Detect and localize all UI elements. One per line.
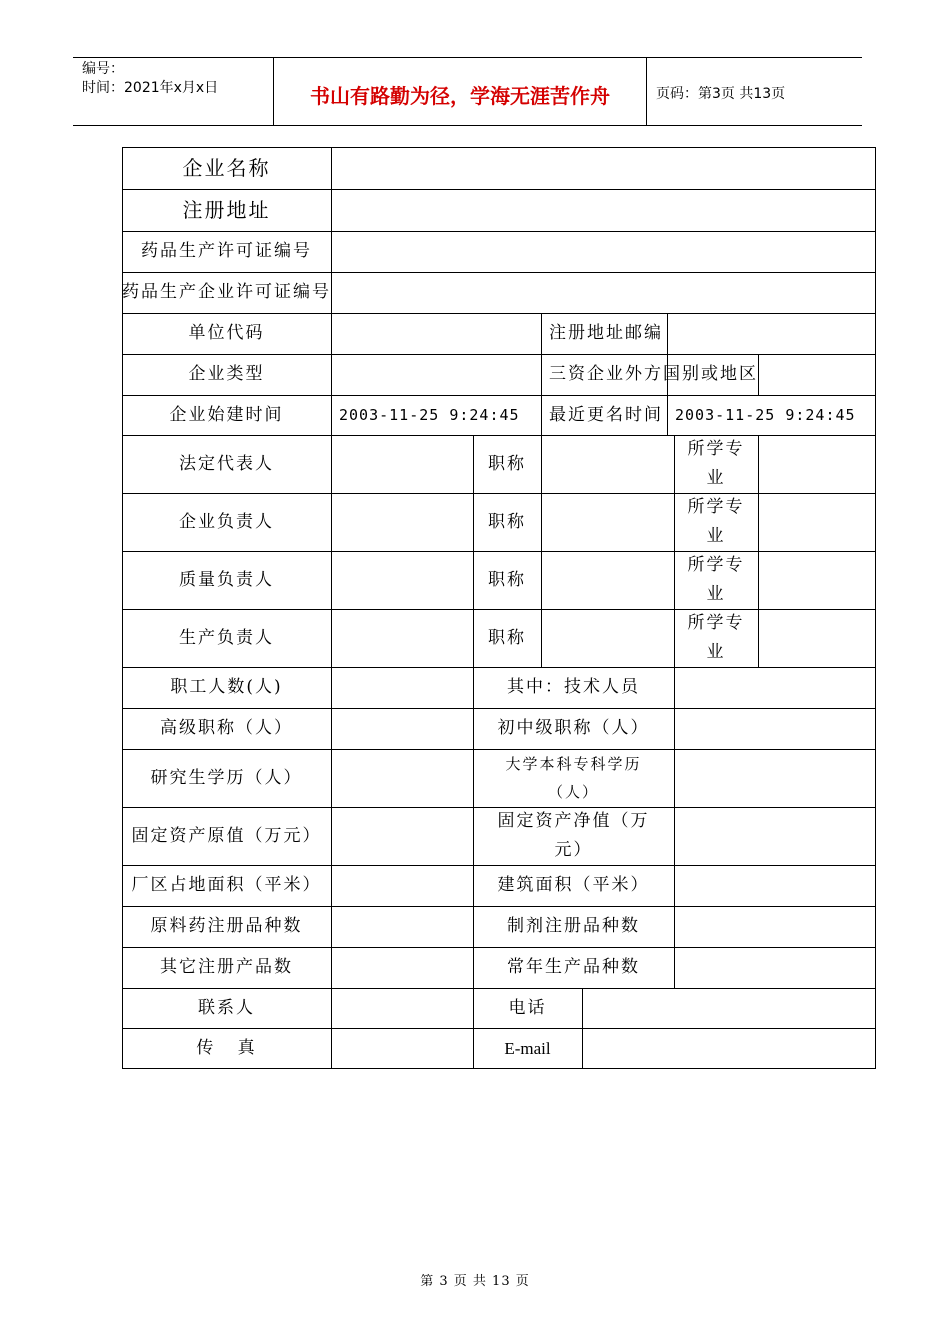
value-founded-time: 2003-11-25 9:24:45 [339, 405, 520, 424]
label-title: 职称 [488, 511, 526, 532]
label-enterprise-license-no: 药品生产企业许可证编号 [122, 282, 331, 302]
label-phone: 电话 [508, 997, 547, 1018]
header-top-rule [73, 57, 862, 58]
label-prep-varieties: 制剂注册品种数 [507, 916, 640, 936]
label-company-head: 企业负责人 [179, 511, 274, 532]
label-major: 所学专业 [687, 555, 745, 604]
header-bottom-rule [73, 125, 862, 126]
table-rule [758, 354, 759, 395]
table-rule [758, 435, 759, 667]
label-asset-original: 固定资产原值（万元） [131, 825, 322, 846]
label-renamed-time: 最近更名时间 [549, 404, 663, 425]
value-renamed-time: 2003-11-25 9:24:45 [675, 405, 856, 424]
label-postgrad: 研究生学历（人） [150, 767, 303, 788]
label-major: 所学专业 [687, 497, 745, 546]
table-rule [582, 988, 583, 1068]
label-reg-address: 注册地址 [182, 197, 271, 222]
label-major: 所学专业 [687, 439, 745, 488]
label-major: 所学专业 [687, 613, 745, 662]
label-contact: 联系人 [198, 997, 255, 1018]
registration-form-table [122, 147, 876, 1069]
label-mid-title: 初中级职称（人） [497, 718, 650, 738]
page-footer: 第 3 页 共 13 页 [420, 1274, 530, 1289]
header-divider [646, 57, 647, 125]
header-motto: 书山有路勤为径，学海无涯苦作舟 [310, 84, 610, 108]
label-production-head: 生产负责人 [179, 627, 274, 648]
label-legal-rep: 法定代表人 [179, 453, 274, 474]
label-asset-net: 固定资产净值（万元） [497, 811, 650, 860]
page-info: 页码：第3页 共13页 [656, 86, 786, 102]
label-company-name: 企业名称 [182, 155, 271, 180]
label-title: 职称 [488, 569, 526, 590]
table-rule [541, 435, 542, 667]
label-title: 职称 [488, 453, 526, 474]
label-email: E-mail [504, 1038, 551, 1058]
table-rule [674, 667, 675, 988]
label-other-products: 其它注册产品数 [160, 957, 293, 977]
label-drug-license-no: 药品生产许可证编号 [141, 241, 312, 261]
table-rule [331, 147, 332, 1069]
label-reg-postcode: 注册地址邮编 [549, 323, 663, 343]
label-foreign-country: 三资企业外方国别或地区 [549, 364, 758, 384]
label-title: 职称 [488, 627, 526, 648]
label-senior-title: 高级职称（人） [160, 718, 293, 738]
label-company-type: 企业类型 [188, 364, 265, 384]
table-rule [875, 147, 876, 1069]
table-rule [122, 1068, 876, 1069]
label-technicians: 其中：技术人员 [507, 677, 640, 697]
header-left [82, 60, 218, 98]
label-quality-head: 质量负责人 [179, 569, 274, 590]
label-annual-products: 常年生产品种数 [507, 957, 640, 977]
label-bachelor: 大学本科专科学历（人） [505, 755, 642, 801]
label-plant-area: 厂区占地面积（平米） [131, 875, 322, 895]
label-api-varieties: 原料药注册品种数 [150, 916, 303, 936]
label-employees: 职工人数(人) [170, 677, 283, 697]
label-building-area: 建筑面积（平米） [497, 875, 650, 895]
label-fax: 传 真 [196, 1037, 257, 1058]
label-founded-time: 企业始建时间 [169, 404, 284, 425]
label-unit-code: 单位代码 [188, 323, 265, 343]
date-label: 时间：2021年x月x日 [82, 80, 219, 96]
number-label: 编号： [82, 61, 124, 77]
